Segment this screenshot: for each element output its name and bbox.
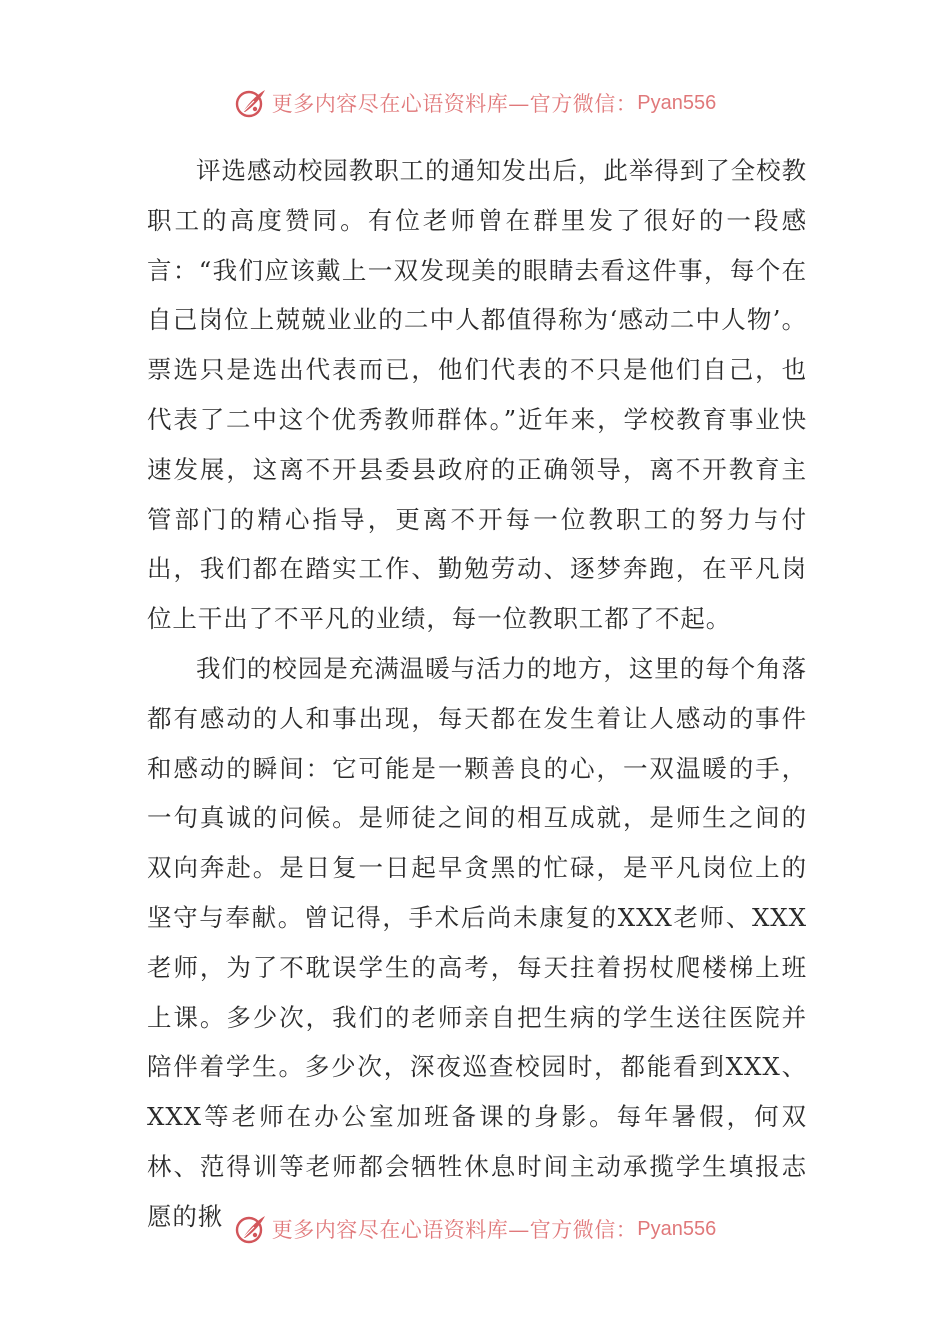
banner-text: 更多内容尽在心语资料库—官方微信：: [271, 92, 638, 116]
footer-banner: [0, 1209, 950, 1249]
feather-pen-logo-icon: [234, 1212, 268, 1246]
document-body: [147, 146, 807, 1242]
feather-pen-logo-icon: [234, 86, 268, 120]
paragraph-1: 评选感动校园教职工的通知发出后，此举得到了全校教职工的高度赞同。有位老师曾在群里发了很好的一段感言：“我们应该戴上一双发现美的眼睛去看这件事，每个在自己岗位上兢兢业业的二中人都值得称为‘感动二中人物’。票选只是选出代表而已，他们代表的不只是他们自己，也代表了二中这个优秀教师群体。”近年来，学校教育事业快速发展，这离不开县委县政府的正确领导，离不开教育主管部门的精心指导，更离不开每一位教职工的努力与付出，我们都在踏实工作、勤勉劳动、逐梦奔跑，在平凡岗位上干出了不平凡的业绩，每一位教职工都了不起。: [147, 156, 807, 634]
wechat-id: Pyan556: [637, 1217, 717, 1240]
header-banner: [0, 83, 950, 123]
paragraph-2: 我们的校园是充满温暖与活力的地方，这里的每个角落都有感动的人和事出现，每天都在发生着让人感动的事件和感动的瞬间：它可能是一颗善良的心，一双温暖的手，一句真诚的问候。是师徒之间的相互成就，是师生之间的双向奔赴。是日复一日起早贪黑的忙碌，是平凡岗位上的坚守与奉献。曾记得，手术后尚未康复的XXX老师、XXX老师，为了不耽误学生的高考，每天拄着拐杖爬楼梯上班上课。多少次，我们的老师亲自把生病的学生送往医院并陪伴着学生。多少次，深夜巡查校园时，都能看到XXX、XXX等老师在办公室加班备课的身影。每年暑假，何双林、范得训等老师都会牺牲休息时间主动承揽学生填报志愿的揪: [147, 653, 807, 1231]
banner-text: 更多内容尽在心语资料库—官方微信：: [271, 1218, 638, 1242]
wechat-id: Pyan556: [637, 91, 717, 114]
